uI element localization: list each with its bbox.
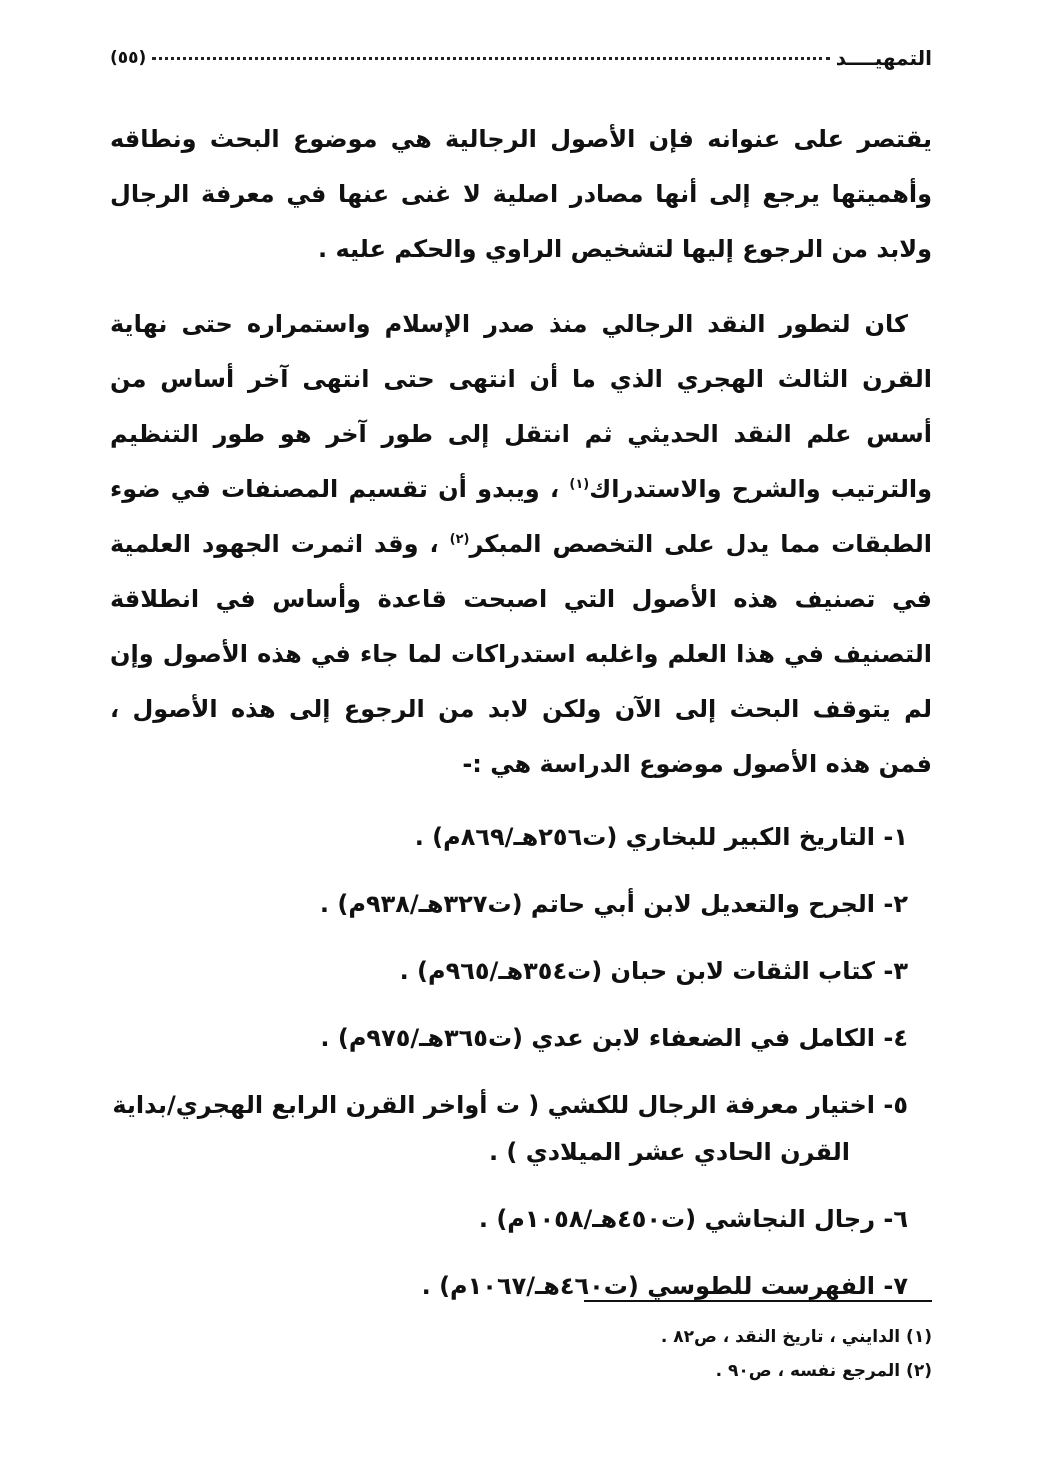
list-item-number: ٦- bbox=[883, 1205, 908, 1233]
paragraph-2 bbox=[110, 297, 932, 792]
list-item bbox=[110, 1082, 932, 1176]
list-item bbox=[110, 948, 932, 995]
list-item-number: ٧- bbox=[883, 1272, 908, 1300]
list-item-number: ٣- bbox=[883, 957, 908, 985]
paragraph-2-part-2: ، ويبدو أن تقسيم المصنفات في ضوء الطبقات مما يدل على التخصص المبكر bbox=[110, 475, 933, 558]
list-item-number: ١- bbox=[883, 823, 908, 851]
list-item-text: اختيار معرفة الرجال للكشي ( ت أواخر القرن الرابع الهجري/بداية bbox=[112, 1091, 876, 1119]
list-item-text: كتاب الثقات لابن حبان (ت٣٥٤هـ/٩٦٥م) . bbox=[399, 957, 876, 985]
list-item-text: التاريخ الكبير للبخاري (ت٢٥٦هـ/٨٦٩م) . bbox=[414, 823, 876, 851]
list-item bbox=[110, 814, 932, 861]
footnote-2: (٢) المرجع نفسه ، ص٩٠ . bbox=[715, 1361, 932, 1381]
paragraph-1: يقتصر على عنوانه فإن الأصول الرجالية هي موضوع البحث ونطاقه وأهميتها يرجع إلى أنها مصادر اصلية لا غنى عنها في معرفة الرجال ولابد من الرجوع إليها لتشخيص الراوي والحكم عليه . bbox=[110, 125, 932, 263]
list-item bbox=[110, 1196, 932, 1243]
paragraph-2-part-1: كان لتطور النقد الرجالي منذ صدر الإسلام واستمراره حتى نهاية القرن الثالث الهجري الذي ما أن انتهى حتى انتهى آخر أساس من أسس علم النقد الحديثي ثم انتقل إلى طور آخر هو طور التنظيم والترتيب والشرح والاستدراك bbox=[110, 310, 932, 503]
source-list bbox=[110, 814, 932, 1310]
list-item bbox=[110, 881, 932, 928]
footnote-ref-1[interactable]: (١) bbox=[569, 477, 590, 492]
list-item-text: الكامل في الضعفاء لابن عدي (ت٣٦٥هـ/٩٧٥م) . bbox=[320, 1024, 876, 1052]
list-item-text: الجرح والتعديل لابن أبي حاتم (ت٣٢٧هـ/٩٣٨م) . bbox=[319, 890, 876, 918]
list-item bbox=[110, 1263, 932, 1310]
footnote-1: (١) الدايني ، تاريخ النقد ، ص٨٢ . bbox=[660, 1327, 932, 1347]
running-header bbox=[110, 38, 932, 78]
chapter-title: التمهيــــد bbox=[835, 46, 932, 70]
list-item-number: ٢- bbox=[883, 890, 908, 918]
list-item-number: ٤- bbox=[883, 1024, 908, 1052]
footnotes bbox=[232, 1320, 932, 1388]
footnote-separator bbox=[584, 1300, 932, 1302]
header-dotted-leader bbox=[152, 57, 829, 60]
list-item-text-continued: القرن الحادي عشر الميلادي ) . bbox=[488, 1138, 850, 1166]
list-item-text: رجال النجاشي (ت٤٥٠هـ/١٠٥٨م) . bbox=[478, 1205, 876, 1233]
main-text bbox=[110, 112, 932, 1330]
paragraph-2-part-3: ، وقد اثمرت الجهود العلمية في تصنيف هذه الأصول التي اصبحت قاعدة وأساس في انطلاقة التصنيف في هذا العلم واغلبه استدراكات لما جاء في هذه الأصول وإن لم يتوقف البحث إلى الآن ولكن لابد من الرجوع إلى هذه الأصول ، فمن هذه الأصول موضوع الدراسة هي :- bbox=[110, 530, 932, 778]
list-item-number: ٥- bbox=[883, 1091, 908, 1119]
list-item bbox=[110, 1015, 932, 1062]
page-number: (٥٥) bbox=[110, 48, 147, 68]
list-item-text: الفهرست للطوسي (ت٤٦٠هـ/١٠٦٧م) . bbox=[421, 1272, 876, 1300]
footnote-ref-2[interactable]: (٢) bbox=[449, 532, 470, 547]
